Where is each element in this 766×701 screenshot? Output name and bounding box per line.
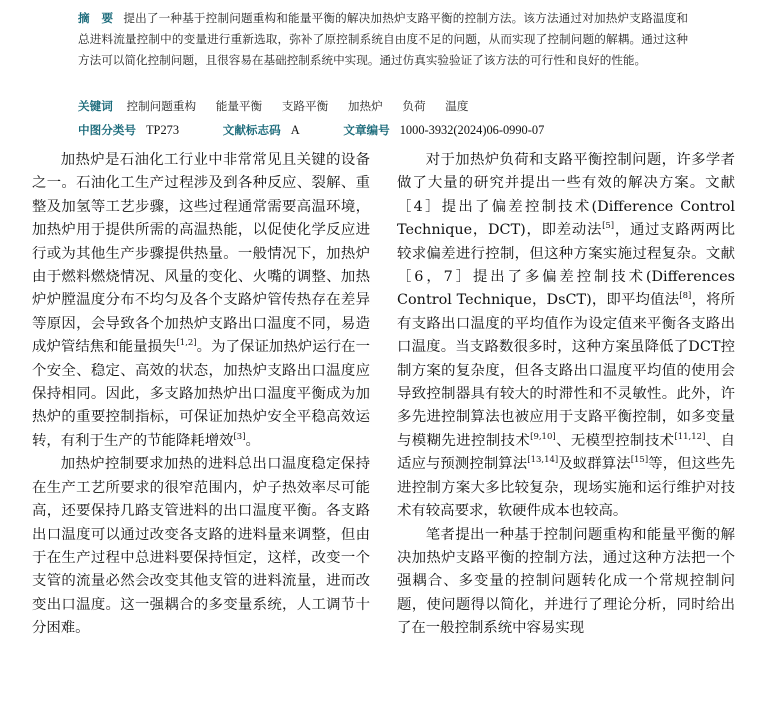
keyword-item: 加热炉	[347, 99, 383, 113]
abstract-text: 提出了一种基于控制问题重构和能量平衡的解决加热炉支路平衡的控制方法。该方法通过对加热炉支路温度和总进料流量控制中的变量进行重新选取，弥补了原控制系统自由度不足的问题，从而实现了控制问题的解耦。通过这种方法可以简化控制问题，且很容易在基础控制系统中实现。通过仿真实验验证了该方法的可行性和良好的性能。	[78, 11, 688, 67]
keyword-item: 负荷	[402, 99, 426, 113]
citation: [13,14]	[527, 455, 559, 466]
citation: [11,12]	[674, 432, 706, 443]
body-paragraph: 加热炉控制要求加热的进料总出口温度稳定保持在生产工艺所要求的很窄范围内，炉子热效率尽可能高，还要保持几路支管进料的出口温度平衡。各支路出口温度可以通过改变各支路的进料量来调整，但由于在生产过程中总进料要保持恒定，这样，改变一个支管的流量必然会改变其他支管的进料流量，进而改变出口温度。这一强耦合的多变量系统，人工调节十分困难。	[32, 456, 370, 637]
body-paragraph	[32, 149, 370, 453]
clc-label: 中图分类号	[78, 123, 136, 137]
keyword-item: 能量平衡	[215, 99, 263, 113]
citation: [5]	[602, 221, 615, 232]
text-run: 加热炉是石油化工行业中非常常见且关键的设备之一。石油化工生产过程涉及到各种反应、裂解、重整及加氢等工艺步骤，这些过程通常需要高温环境，加热炉用于提供所需的高温热能，以促使化学反应进行或为其他生产步骤提供热量。一般情况下，加热炉由于燃料燃烧情况、风量的变化、火嘴的调整、加热炉炉膛温度分布不均匀及各个支路炉管传热存在差异等原因，会导致各个加热炉支路出口温度不同，易造成炉管结焦和能量损失	[32, 152, 370, 356]
keyword-item: 支路平衡	[281, 99, 329, 113]
article-meta	[78, 120, 584, 140]
keyword-item: 控制问题重构	[126, 99, 197, 113]
body-left-column	[32, 149, 370, 641]
text-run: 。为了保证加热炉运行在一个安全、稳定、高效的状态，加热炉支路出口温度应保持相同。因此，多支路加热炉出口温度平衡成为加热炉的重要控制指标，可保证加热炉安全平稳高效运转，有利于生产的节能降耗增效	[32, 339, 370, 449]
article-no-value: 1000-3932(2024)06-0990-07	[399, 123, 545, 137]
keywords-label: 关键词	[78, 99, 113, 113]
abstract	[78, 8, 688, 71]
citation: [3]	[233, 432, 246, 443]
doc-code-value: A	[290, 123, 300, 137]
body-paragraph	[397, 149, 735, 524]
body-paragraph: 笔者提出一种基于控制问题重构和能量平衡的解决加热炉支路平衡的控制方法，通过这种方法把一个强耦合、多变量的控制问题转化成一个常规控制问题，使问题得以简化，并进行了理论分析，同时给出了在一般控制系统中容易实现	[397, 526, 735, 637]
text-run: 对于加热炉负荷和支路平衡控制问题，许多学者做了大量的研究并提出一些有效的解决方案。文献［4］提出了偏差控制技术(Difference Control Technique，DCT)，即差动法	[397, 152, 735, 239]
text-run: 。	[245, 432, 260, 449]
text-run: 及蚁群算法	[558, 456, 631, 473]
citation: [9,10]	[530, 432, 556, 443]
citation: [1,2]	[176, 338, 197, 349]
doc-code-label: 文献标志码	[222, 123, 281, 137]
text-run: ，通过支路两两比较求偏差进行控制，但这种方案实施过程复杂。文献［6，7］提出了多偏差控制技术(Differences Control Technique，DsCT)，即平均值法	[397, 222, 735, 309]
text-run: ，将所有支路出口温度的平均值作为设定值来平衡各支路出口温度。当支路数很多时，这种方案虽降低了DCT控制方案的复杂度，但各支路出口温度平均值的使用会导致控制器具有较大的时滞性和不灵敏性。此外，许多先进控制算法也被应用于支路平衡控制，如多变量与模糊先进控制技术	[397, 292, 735, 449]
keyword-item: 温度	[445, 99, 469, 113]
abstract-label: 摘 要	[78, 11, 114, 25]
citation: [15]	[630, 455, 649, 466]
clc-value: TP273	[145, 123, 180, 137]
text-run: 、无模型控制技术	[555, 432, 675, 449]
keywords	[78, 96, 484, 116]
citation: [8]	[679, 291, 692, 302]
text-run: 、自适应与预测控制算法	[397, 432, 735, 473]
body-right-column	[397, 149, 735, 641]
text-run: 等，但这些先进控制方案大多比较复杂，现场实施和运行维护对技术有较高要求，软硬件成本也较高。	[397, 456, 735, 520]
article-no-label: 文章编号	[343, 123, 390, 137]
